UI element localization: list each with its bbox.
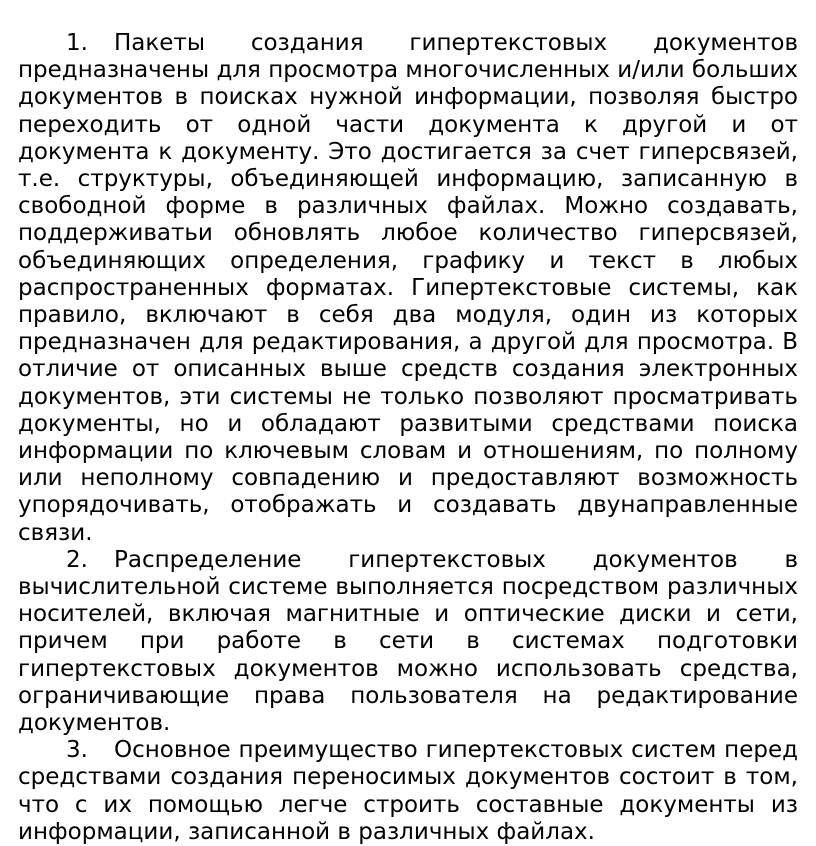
paragraph-3-number: 3. [66, 737, 88, 764]
paragraph-3 [18, 737, 798, 846]
paragraph-2 [18, 547, 798, 737]
paragraph-2-text: Распределение гипертекстовых документов в вычислительной системе выполняется посредством различных носителей, включая магнитные и оптические диски и сети, причем при работе в сети в системах подготовки гипертекстовых документов можно использовать средства, ограничивающие права пользователя на редактирование документов. [18, 546, 798, 737]
paragraph-2-number: 2. [66, 546, 88, 573]
paragraph-1 [18, 30, 798, 547]
paragraph-3-text: Основное преимущество гипертекстовых систем перед средствами создания переносимых документов состоит в том, что с их помощью легче строить составные документы из информации, записанной в различных файлах. [18, 737, 798, 845]
paragraph-1-number: 1. [66, 30, 88, 56]
paragraph-1-text: Пакеты создания гипертекстовых документов предназначены для просмотра многочисленных и/или больших документов в поисках нужной информации, позволяя быстро переходить от одной части документа к другой и от документа к документу. Это достигается за счет гиперсвязей, т.е. структуры, объединяющей информацию, записанную в свободной форме в различных файлах. Можно создавать, поддерживатьи обновлять любое количество гиперсвязей, объединяющих определения, графику и текст в любых распространенных форматах. Гипертекстовые системы, как правило, включают в себя два модуля, один из которых предназначен для редактирования, а другой для просмотра. В отличие от описанных выше средств создания электронных документов, эти системы не только позволяют просматривать документы, но и обладают развитыми средствами поиска информации по ключевым словам и отношениям, по полному или неполному совпадению и предоставляют возможность упорядочивать, отображать и создавать двунаправленные связи. [18, 30, 798, 546]
